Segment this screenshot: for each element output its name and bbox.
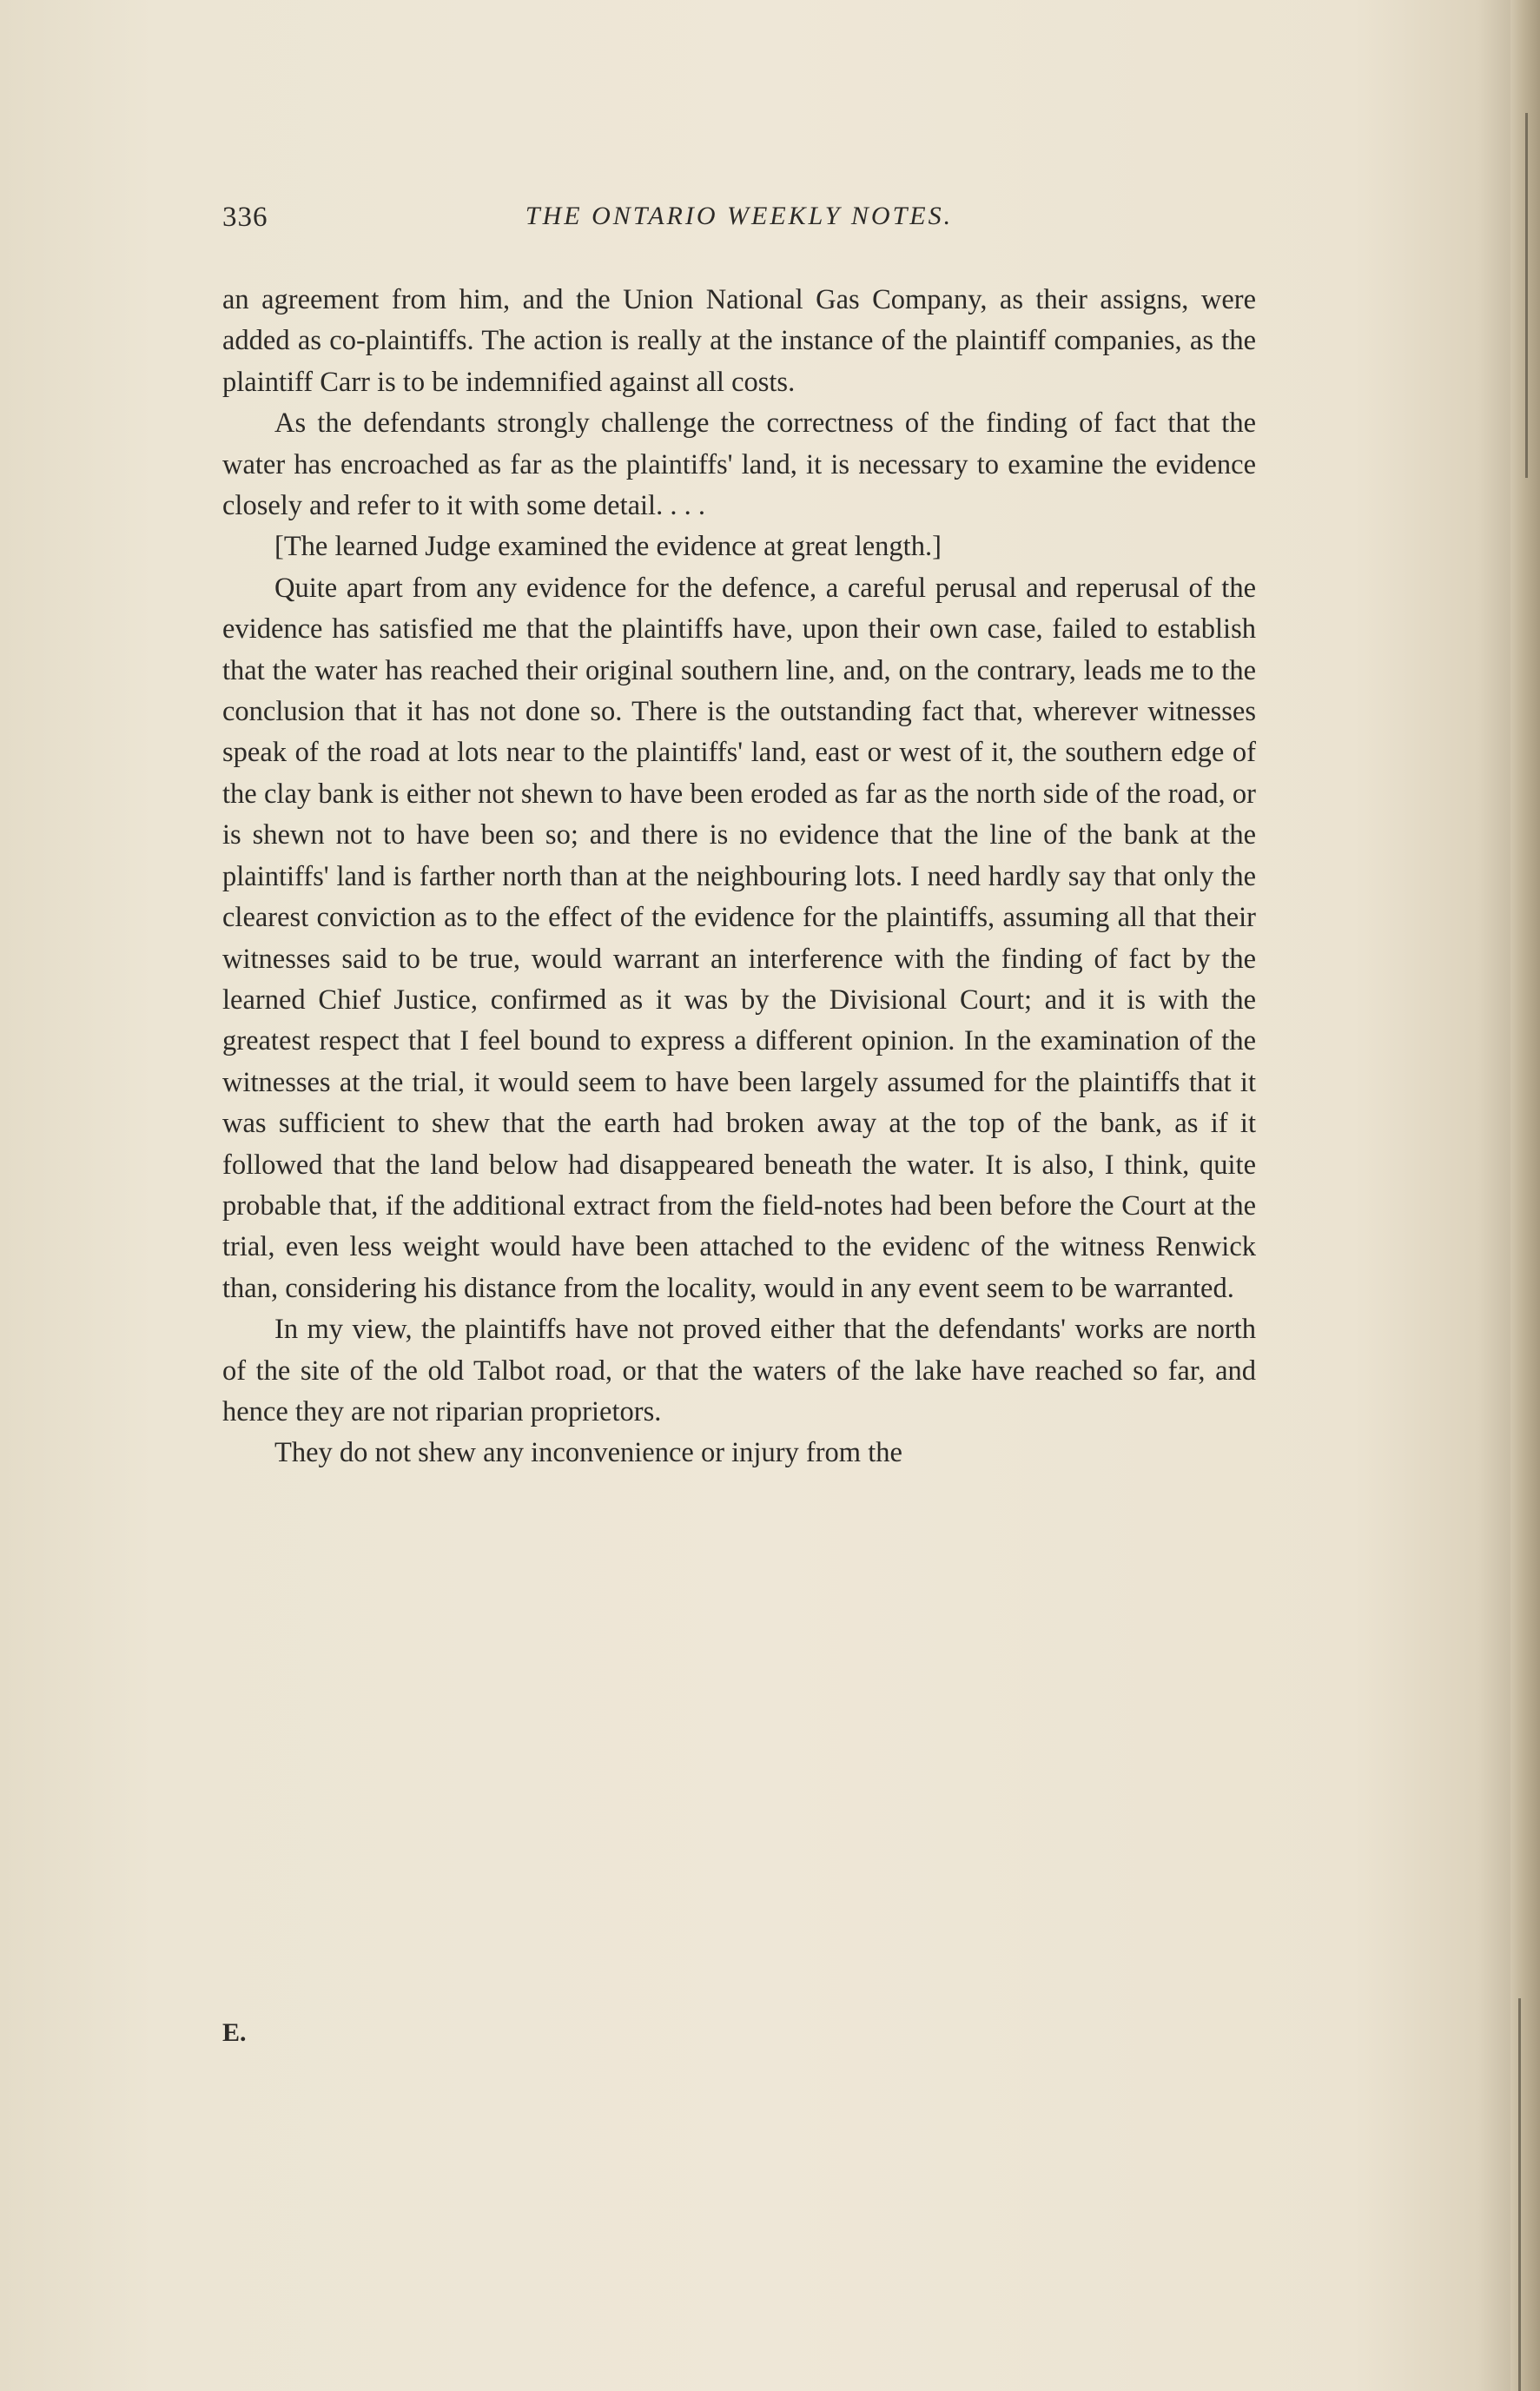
paragraph: [The learned Judge examined the evidence at great length.] — [274, 531, 942, 563]
paragraph: an agreement from him, and the Union National Gas Company, as their assigns, were added as co-plaintiffs. The action is really at the instance of the plaintiff companies, as the plaintiff Carr is to be indemnified against all costs. — [222, 284, 1256, 398]
page-header — [222, 202, 1256, 245]
running-title: THE ONTARIO WEEKLY NOTES. — [525, 202, 954, 230]
paragraph: They do not shew any inconvenience or injury from the — [274, 1437, 902, 1469]
paragraph: As the defendants strongly challenge the correctness of the finding of fact that the water has encroached as far as the plaintiffs' land, it is necessary to examine the evidence closely and refer to it with some detail. . . . — [222, 407, 1256, 522]
page-edge-line — [1525, 113, 1528, 478]
body-text — [222, 280, 1256, 1474]
signature-mark: E. — [222, 2018, 247, 2047]
page-edge-line — [1518, 1998, 1521, 2391]
page-number: 336 — [222, 202, 268, 233]
paragraph: Quite apart from any evidence for the defence, a careful perusal and reperusal of the evidence has satisfied me that the plaintiffs have, upon their own case, failed to establish that the water has reached their original southern line, and, on the contrary, leads me to the conclusion that it has not done so. There is the outstanding fact that, wherever witnesses speak of the road at lots near to the plaintiffs' land, east or west of it, the southern edge of the clay bank is either not shewn to have been eroded as far as the north side of the road, or is shewn not to have been so; and there is no evidence that the line of the bank at the plaintiffs' land is farther north than at the neighbouring lots. I need hardly say that only the clearest conviction as to the effect of the evidence for the plaintiffs, assuming all that their witnesses said to be true, would warrant an interference with the finding of fact by the learned Chief Justice, confirmed as it was by the Divisional Court; and it is with the greatest respect that I feel bound to express a different opinion. In the examination of the witnesses at the trial, it would seem to have been largely assumed for the plaintiffs that it was sufficient to shew that the earth had broken away at the top of the bank, as if it followed that the land below had disappeared beneath the water. It is also, I think, quite probable that, if the additional extract from the field-notes had been before the Court at the trial, even less weight would have been attached to the evidenc of the witness Renwick than, considering his distance from the locality, would in any event seem to be warranted. — [222, 572, 1256, 1304]
paragraph: In my view, the plaintiffs have not proved either that the defendants' works are north of the site of the old Talbot road, or that the waters of the lake have reached so far, and hence they are not riparian proprietors. — [222, 1314, 1256, 1427]
